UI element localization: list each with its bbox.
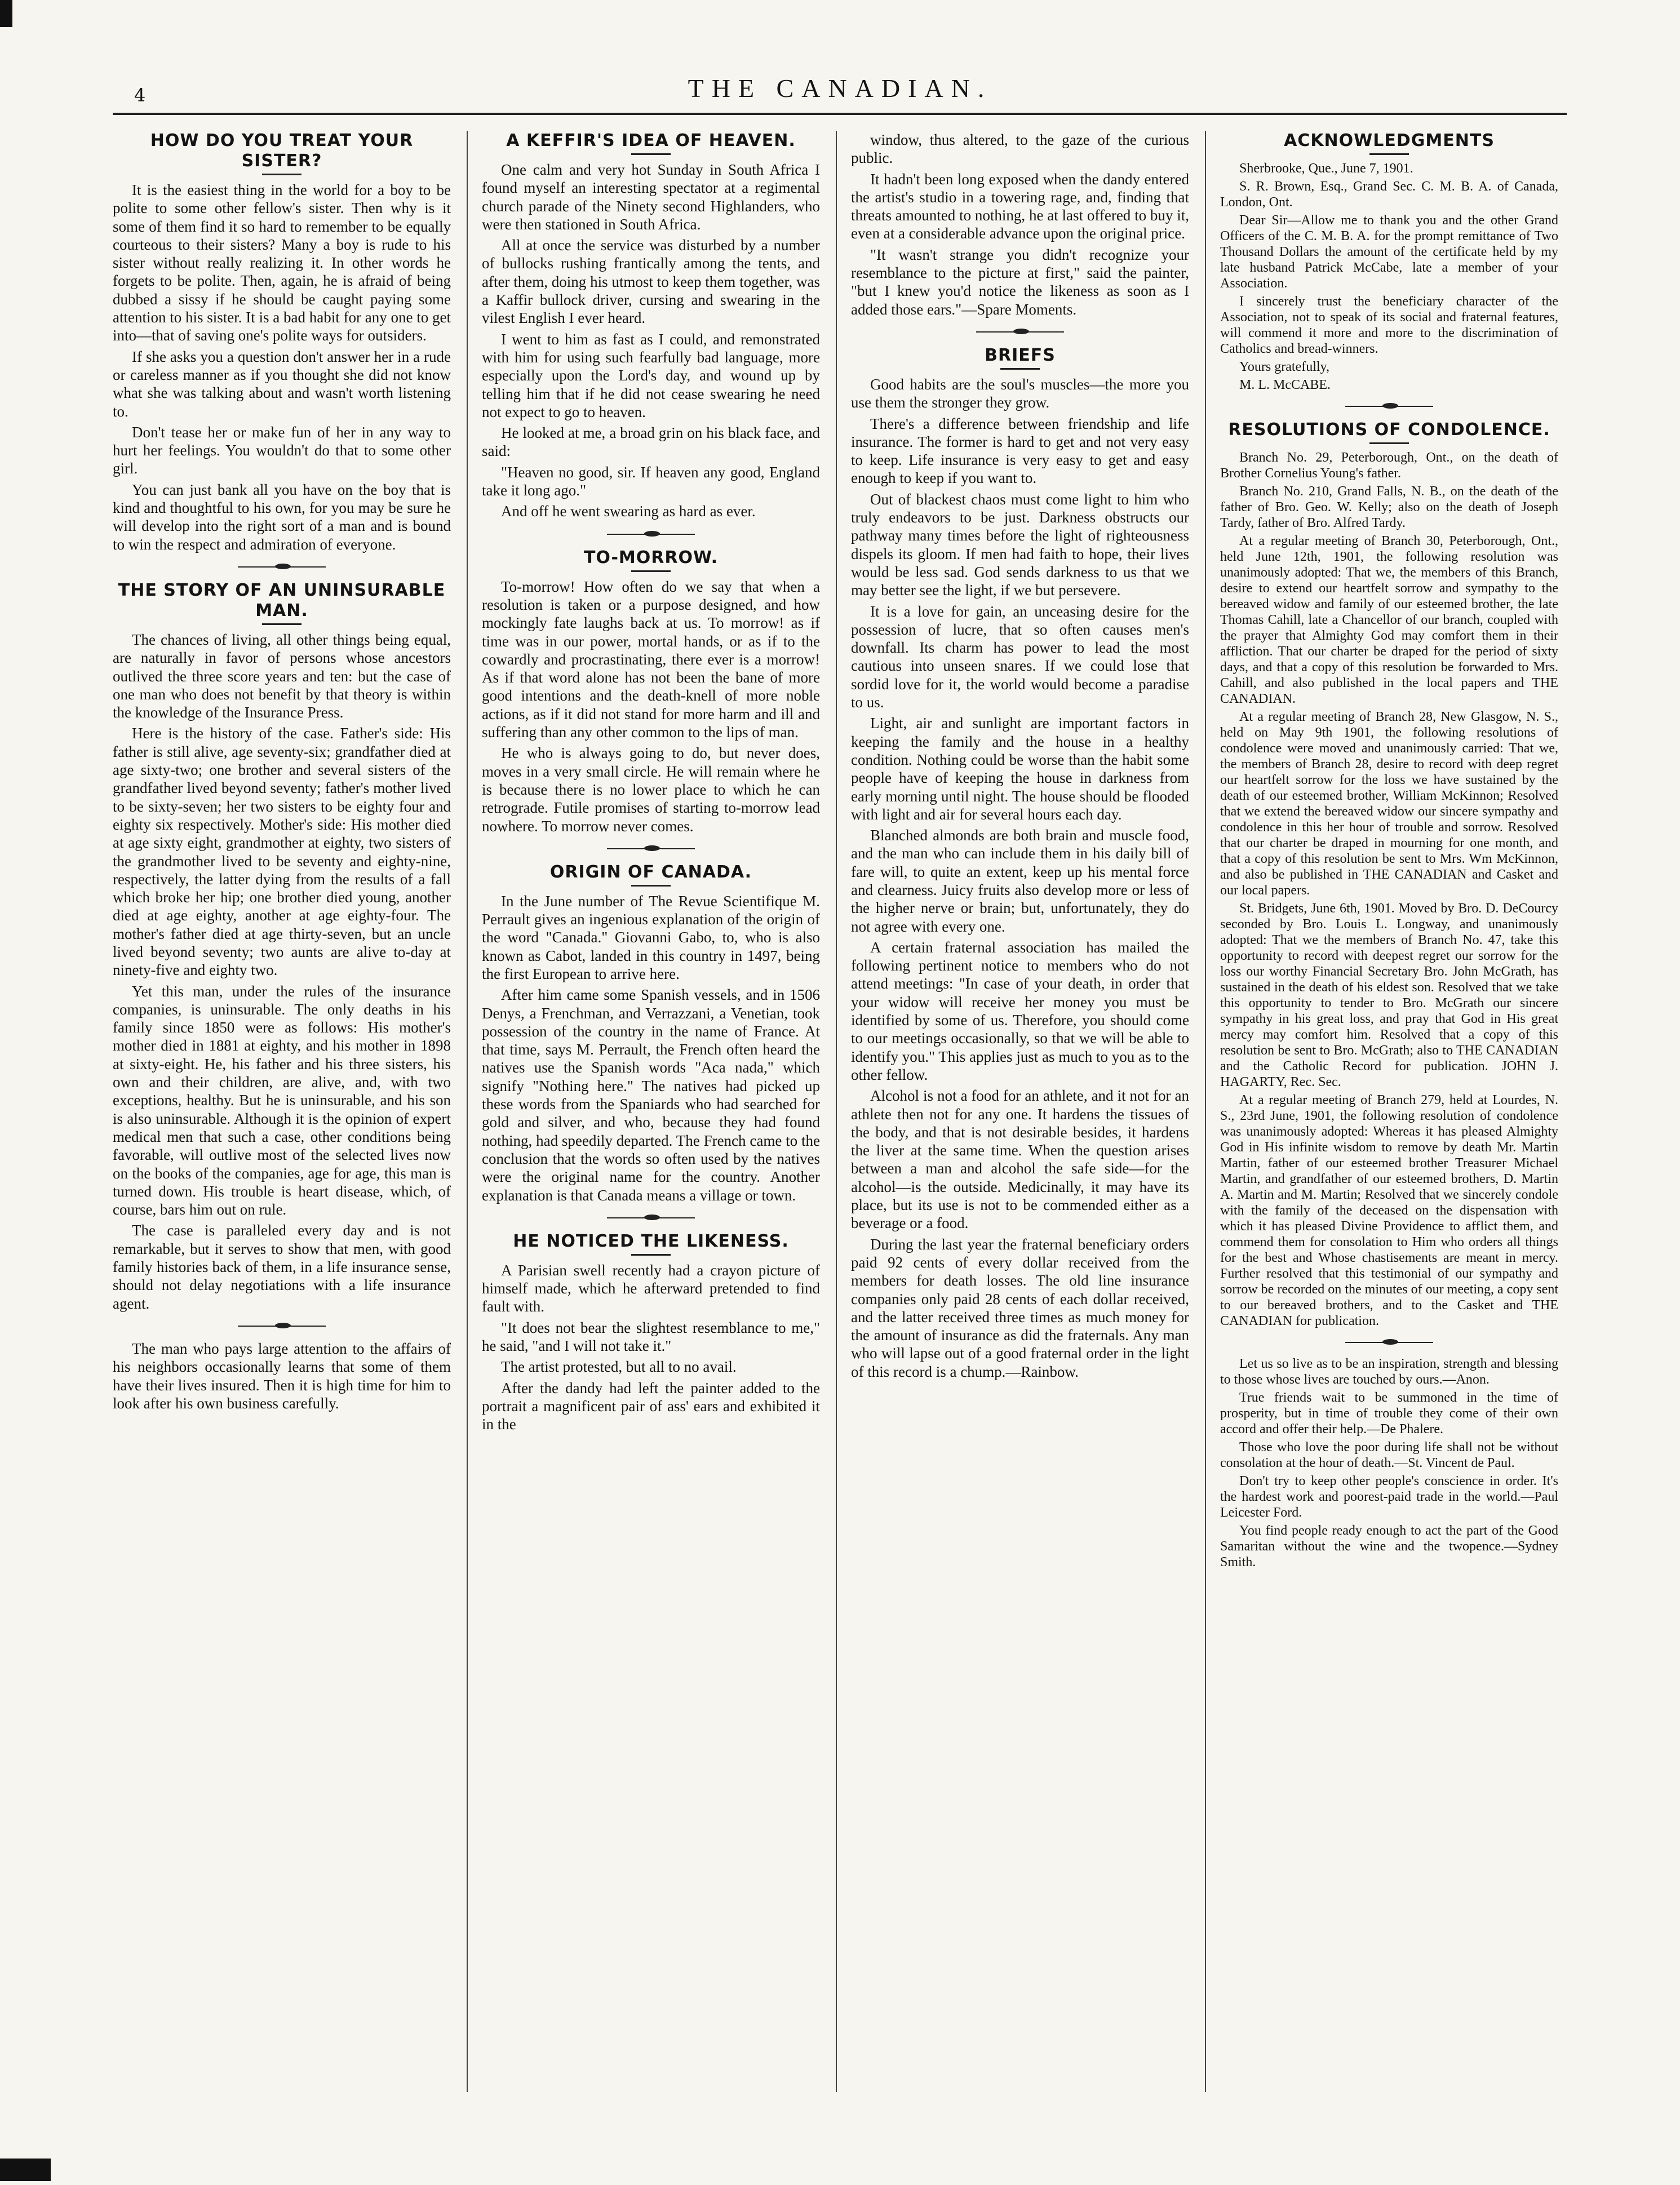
article [1220, 1356, 1558, 1570]
headline-rule [262, 623, 302, 625]
article-paragraph: Don't try to keep other people's conscience in order. It's the hardest work and poorest-paid trade in the world.—Paul Leicester Ford. [1220, 1474, 1558, 1520]
article [1220, 131, 1558, 393]
headline-rule [631, 1254, 671, 1256]
article [851, 345, 1189, 1381]
article-paragraph: The case is paralleled every day and is not remarkable, but it serves to show that men, with good family histories back of them, in a life insurance sense, should not delay negotiations with a life insurance agent. [113, 1222, 451, 1312]
article-paragraph: All at once the service was disturbed by a number of bullocks rushing frantically among the tents, and after them, doing his utmost to keep them together, was a Kaffir bullock driver, cursing and swearing in the vilest English I ever heard. [482, 237, 820, 327]
article-paragraph: "It does not bear the slightest resemblance to me," he said, "and I will not take it." [482, 1319, 820, 1355]
headline-rule [1369, 153, 1409, 155]
article-paragraph: After him came some Spanish vessels, and in 1506 Denys, a Frenchman, and Verrazzani, a Venetian, took possession of the country in the name of France. At that time, says M. Perrault, the French often heard the natives use the Spanish words "Aca nada," which signify "Nothing here." The natives had picked up these words from the Spaniards who had searched for gold and silver, and who, because they had found nothing, had speedily departed. The French came to the conclusion that the words so often used by the natives were the original name for the country. Another explanation is that Canada means a village or town. [482, 986, 820, 1204]
article-paragraph: Branch No. 210, Grand Falls, N. B., on the death of the father of Bro. Geo. W. Kelly; also on the death of Joseph Tardy, father of Bro. Alfred Tardy. [1220, 484, 1558, 530]
article-paragraph: I sincerely trust the beneficiary character of the Association, not to speak of its social and fraternal features, will commend it more and more to the discrimination of Catholics and bread-winners. [1220, 294, 1558, 356]
article-paragraph: During the last year the fraternal beneficiary orders paid 92 cents of every dollar received from the members for death losses. The old line insurance companies only paid 28 cents of each dollar received, and the latter received three times as much money for the amount of insurance as did the fraternals. Any man who will lapse out of a good fraternal order in the light of this record is a chump.—Rainbow. [851, 1235, 1189, 1380]
article-paragraph: At a regular meeting of Branch 30, Peterborough, Ont., held June 12th, 1901, the following resolution was unanimously adopted: That we, the members of this Branch, desire to extend our heartfelt sorrow and sympathy to the bereaved widow and family of our esteemed brother, the late Thomas Cahill, late a Chancellor of our branch, coupled with the prayer that Almighty God may comfort them in their affliction. That our charter be draped for the period of sixty days, and that a copy of this resolution be forwarded to Mrs. Cahill, and also published in the local papers and THE CANADIAN. [1220, 534, 1558, 706]
article-paragraph: You can just bank all you have on the boy that is kind and thoughtful to his own, for you may be sure he will develop into the right sort of a man and is bound to win the respect and admiration of everyone. [113, 481, 451, 553]
article-paragraph: You find people ready enough to act the part of the Good Samaritan without the wine and the twopence.—Sydney Smith. [1220, 1523, 1558, 1570]
article-paragraph: There's a difference between friendship and life insurance. The former is hard to get and not very easy to keep. Life insurance is very easy to get and easy enough to keep if you want to. [851, 415, 1189, 487]
article-paragraph: At a regular meeting of Branch 279, held at Lourdes, N. S., 23rd June, 1901, the following resolution of condolence was unanimously adopted: Whereas it has pleased Almighty God in His infinite wisdom to remove by death Mr. Martin Martin, father of our esteemed brother Treasurer Michael Martin, and grandfather of our esteemed brothers, D. Martin A. Martin and M. Martin; Resolved that we sincerely condole with the family of the deceased on the dispensation with which it has pleased Divine Providence to afflict them, and commend them for consolation to Him who orders all things for the best and Whose chastisements are meant in mercy. Further resolved that this testimonial of our sympathy and sorrow be recorded on the minutes of our meeting, a copy sent to our bereaved brothers, and to the Casket and THE CANADIAN for publication. [1220, 1093, 1558, 1328]
article-divider [851, 329, 1189, 335]
article-divider [113, 564, 451, 570]
article-paragraph: Out of blackest chaos must come light to him who truly endeavors to be just. Darkness obstructs our pathway many times before the light of righteousness dispels its gloom. If men had faith to hope, their lives would be less sad. God sends darkness to us that we may better see the light, if we but persevere. [851, 490, 1189, 599]
scan-bottom-mark [0, 2159, 51, 2181]
article-paragraph: M. L. McCABE. [1239, 378, 1331, 392]
article [482, 862, 820, 1204]
article-paragraph: St. Bridgets, June 6th, 1901. Moved by Bro. D. DeCourcy seconded by Bro. Louis L. Longway, and unanimously adopted: That we the members of Branch No. 47, take this opportunity to record with deepest regret our sorrow for the loss our worthy Financial Secretary Bro. John McGrath, has sustained in the death of his eldest son. Resolved that we take this opportunity to tender to Bro. McGrath our sincere sympathy in his great loss, and pray that God in His great mercy may comfort him. Resolved that a copy of this resolution be sent to Bro. McGrath; also to THE CANADIAN and the Catholic Record for publication. JOHN J. HAGARTY, Rec. Sec. [1220, 901, 1558, 1089]
article-paragraph: Here is the history of the case. Father's side: His father is still alive, age seventy-six; grandfather died at age sixty-two; one brother and several sisters of the grandfather lived beyond seventy; father's mother lived to be sixty-seven; her two sisters to be eighty four and eighty six respectively. Mother's side: His mother died at age sixty eight, grandmother at eighty, two sisters of the grandmother lived to be seventy and eighty-nine, respectively, the latter dying from the results of a fall which broke her hip; one brother died young, another died at age eighty, another at age eighty-four. The mother's father died at age thirty-seven, but an uncle lived beyond seventy; two aunts are alive to-day at ninety-five and eighty two. [113, 725, 451, 979]
article-paragraph: Alcohol is not a food for an athlete, and it not for an athlete then not for any one. It hardens the tissues of the body, and that is not desirable besides, it hardens the liver at the same time. When the question arises between a man and alcohol the safe side—for the alcohol—is the outside. Medicinally, it may have its place, but its use is not to be commended either as a beverage or a food. [851, 1087, 1189, 1232]
article-paragraph: The artist protested, but all to no avail. [501, 1358, 737, 1376]
column-1 [113, 131, 451, 1421]
headline-rule [1000, 368, 1040, 370]
headline-rule [262, 174, 302, 175]
headline-rule [631, 885, 671, 887]
article-headline: A KEFFIR'S IDEA OF HEAVEN. [506, 131, 796, 150]
column-rule [467, 131, 468, 2092]
masthead-rule [113, 113, 1567, 115]
article-paragraph: It hadn't been long exposed when the dandy entered the artist's studio in a towering rage, and, finding that threats amounted to nothing, he at last offered to buy it, even at a considerable advance upon the original price. [851, 170, 1189, 242]
article [113, 1340, 451, 1412]
article-paragraph: Blanched almonds are both brain and muscle food, and the man who can include them in his daily bill of fare will, to quite an extent, keep up his mental force and clearness. Juicy fruits also develop more or less of the higher nerve or brain; but, unfortunately, they do not agree with every one. [851, 827, 1189, 935]
article [482, 131, 820, 521]
article-paragraph: The man who pays large attention to the affairs of his neighbors occasionally learns that some of them have their lives insured. Then it is high time for him to look after his own business carefully. [113, 1340, 451, 1412]
article-paragraph: Let us so live as to be an inspiration, strength and blessing to those whose lives are touched by ours.—Anon. [1220, 1357, 1558, 1387]
article-headline: HE NOTICED THE LIKENESS. [513, 1231, 789, 1251]
article-divider [1220, 1339, 1558, 1346]
article [482, 1231, 820, 1434]
article [1220, 420, 1558, 1329]
article [113, 131, 451, 553]
article-paragraph: Yet this man, under the rules of the insurance companies, is uninsurable. The only deaths in his family since 1850 were as follows: His mother's mother died in 1881 at eighty, and his mother in 1898 at sixty-eight. He, his father and his three sisters, his own and their children, are alive, and, with two exceptions, healthy. But he is uninsurable, and his son is also uninsurable. Although it is the opinion of expert medical men that such a case, other conditions being favorable, will outlive most of the selected lives now on the books of the companies, age for age, this man is turned down. His trouble is heart disease, which, of course, bars him out on rule. [113, 982, 451, 1218]
article-paragraph: window, thus altered, to the gaze of the curious public. [851, 131, 1189, 167]
article-divider [113, 1323, 451, 1329]
article-paragraph: It is a love for gain, an unceasing desire for the possession of lucre, that so often causes men's downfall. Its charm has power to lead the most cautious into unseen snares. If we could lose that sordid love for it, the world would become a paradise to us. [851, 602, 1189, 711]
article-paragraph: Good habits are the soul's muscles—the more you use them the stronger they grow. [851, 375, 1189, 411]
article-paragraph: He looked at me, a broad grin on his black face, and said: [482, 424, 820, 460]
article-headline: THE STORY OF AN UNINSURABLE MAN. [118, 580, 446, 621]
page-mark: 4 [134, 85, 146, 106]
article-paragraph: To-morrow! How often do we say that when a resolution is taken or a purpose designed, and how mockingly fate laughs back at us. To morrow! as if time was in our power, mortal hands, or as if to the cowardly and procrastinating, there ever is a morrow! As if that word alone has not been the bane of more good intentions and the death-knell of more noble actions, as if it did not stand for more harm and ill and suffering than any other common to the lips of man. [482, 578, 820, 741]
column-rule [1205, 131, 1206, 2092]
scan-corner-mark [0, 0, 12, 27]
article-divider [482, 845, 820, 852]
article-headline: ORIGIN OF CANADA. [549, 862, 752, 882]
article-paragraph: One calm and very hot Sunday in South Africa I found myself an interesting spectator at a regimental church parade of the Ninety second Highlanders, who were then stationed in South Africa. [482, 161, 820, 233]
article-paragraph: Those who love the poor during life shall not be without consolation at the hour of death.—St. Vincent de Paul. [1220, 1440, 1558, 1470]
article-paragraph: Dear Sir—Allow me to thank you and the other Grand Officers of the C. M. B. A. for the prompt remittance of Two Thousand Dollars the amount of the certificate held by my late husband Patrick McCabe, late a member of your Association. [1220, 213, 1558, 291]
column-rule [836, 131, 837, 2092]
article-paragraph: A certain fraternal association has mailed the following pertinent notice to members who do not attend meetings: "In case of your death, in order that your widow will receive her money you must be identified by some of us. Therefore, you should come to our meetings occasionally, so that we will be able to identify you." This applies just as much to you as to the other fellow. [851, 938, 1189, 1083]
column-3 [851, 131, 1189, 1390]
article-paragraph: Light, air and sunlight are important factors in keeping the family and the house in a healthy condition. Nothing could be worse than the habit some people have of keeping the house in darkness from early morning until night. The house should be flooded with light and air for several hours each day. [851, 715, 1189, 823]
article-paragraph: "Heaven no good, sir. If heaven any good, England take it long ago." [482, 463, 820, 499]
article-paragraph: S. R. Brown, Esq., Grand Sec. C. M. B. A. of Canada, London, Ont. [1220, 179, 1558, 210]
column-2 [482, 131, 820, 1443]
article-headline: HOW DO YOU TREAT YOUR SISTER? [150, 131, 414, 171]
article-paragraph: Don't tease her or make fun of her in any way to hurt her feelings. You wouldn't do that to some other girl. [113, 423, 451, 477]
article-paragraph: He who is always going to do, but never does, moves in a very small circle. He will remain where he is because there is no lower place to which he can retrograde. Futile promises of starting to-morrow lead nowhere. To morrow never comes. [482, 744, 820, 835]
article-divider [1220, 403, 1558, 410]
article-paragraph: The chances of living, all other things being equal, are naturally in favor of persons whose ancestors outlived the three score years and ten: but the case of one man who does not benefit by that theory is within the knowledge of the Insurance Press. [113, 631, 451, 721]
article-paragraph: At a regular meeting of Branch 28, New Glasgow, N. S., held on May 9th 1901, the following resolutions of condolence were moved and unanimously carried: That we, the members of Branch 28, desire to record with deep regret our heartfelt sorrow for the loss we have sustained by the death of our esteemed brother, William McKinnon; Resolved that we extend the bereaved widow our sincere sympathy and condolence in this her hour of trouble and sorrow. Resolved that our charter be draped in mourning for one month, and that a copy of this resolution be sent to Mrs. Wm McKinnon, and also be published in THE CANADIAN and Casket and our local papers. [1220, 710, 1558, 898]
article [482, 548, 820, 835]
headline-rule [631, 570, 671, 572]
article-headline: TO-MORROW. [583, 547, 719, 568]
column-4 [1220, 131, 1558, 1579]
article-divider [482, 531, 820, 538]
article-paragraph: In the June number of The Revue Scientifique M. Perrault gives an ingenious explanation of the origin of the word "Canada." Giovanni Gabo, to, who is also known as Cabot, landed in this country in 1497, being the first European to arrive here. [482, 892, 820, 982]
headline-rule [1369, 442, 1409, 444]
article-paragraph: "It wasn't strange you didn't recognize your resemblance to the picture at first," said the painter, "but I knew you'd notice the likeness as soon as I added those ears."—Spare Moments. [851, 246, 1189, 318]
article-paragraph: If she asks you a question don't answer her in a rude or careless manner as if you thought she did not know what she was talking about and wasn't worth listening to. [113, 348, 451, 420]
article-paragraph: After the dandy had left the painter added to the portrait a magnificent pair of ass' ears and exhibited it in the [482, 1379, 820, 1433]
article-paragraph: And off he went swearing as hard as ever. [501, 503, 756, 520]
article-paragraph: It is the easiest thing in the world for a boy to be polite to some other fellow's sister. Then why is it some of them find it so hard to remember to be equally courteous to their sisters? Many a boy is rude to his sister without really realizing it. In other words he forgets to be polite. Then, again, he is afraid of being dubbed a sissy if he should be caught paying some attention to his sister. It is a bad habit for any one to get into—that of saving one's polite ways for outsiders. [113, 181, 451, 344]
article-paragraph: True friends wait to be summoned in the time of prosperity, but in time of trouble they come of their own accord and offer their help.—De Phalere. [1220, 1390, 1558, 1437]
article-headline: RESOLUTIONS OF CONDOLENCE. [1228, 420, 1550, 440]
article-divider [482, 1215, 820, 1221]
masthead: THE CANADIAN. [688, 74, 992, 103]
article-paragraph: Sherbrooke, Que., June 7, 1901. [1239, 161, 1413, 176]
article-headline: ACKNOWLEDGMENTS [1284, 131, 1495, 150]
article [851, 131, 1189, 318]
article-paragraph: Branch No. 29, Peterborough, Ont., on the death of Brother Cornelius Young's father. [1220, 450, 1558, 481]
article [113, 580, 451, 1313]
article-paragraph: I went to him as fast as I could, and remonstrated with him for using such fearfully bad language, more especially upon the Lord's day, and wound up by telling him that if he did not cease swearing he need not expect to go to heaven. [482, 330, 820, 420]
article-headline: BRIEFS [985, 345, 1056, 365]
article-paragraph: Yours gratefully, [1239, 360, 1329, 374]
headline-rule [631, 153, 671, 155]
article-paragraph: A Parisian swell recently had a crayon picture of himself made, which he afterward pretended to find fault with. [482, 1261, 820, 1315]
